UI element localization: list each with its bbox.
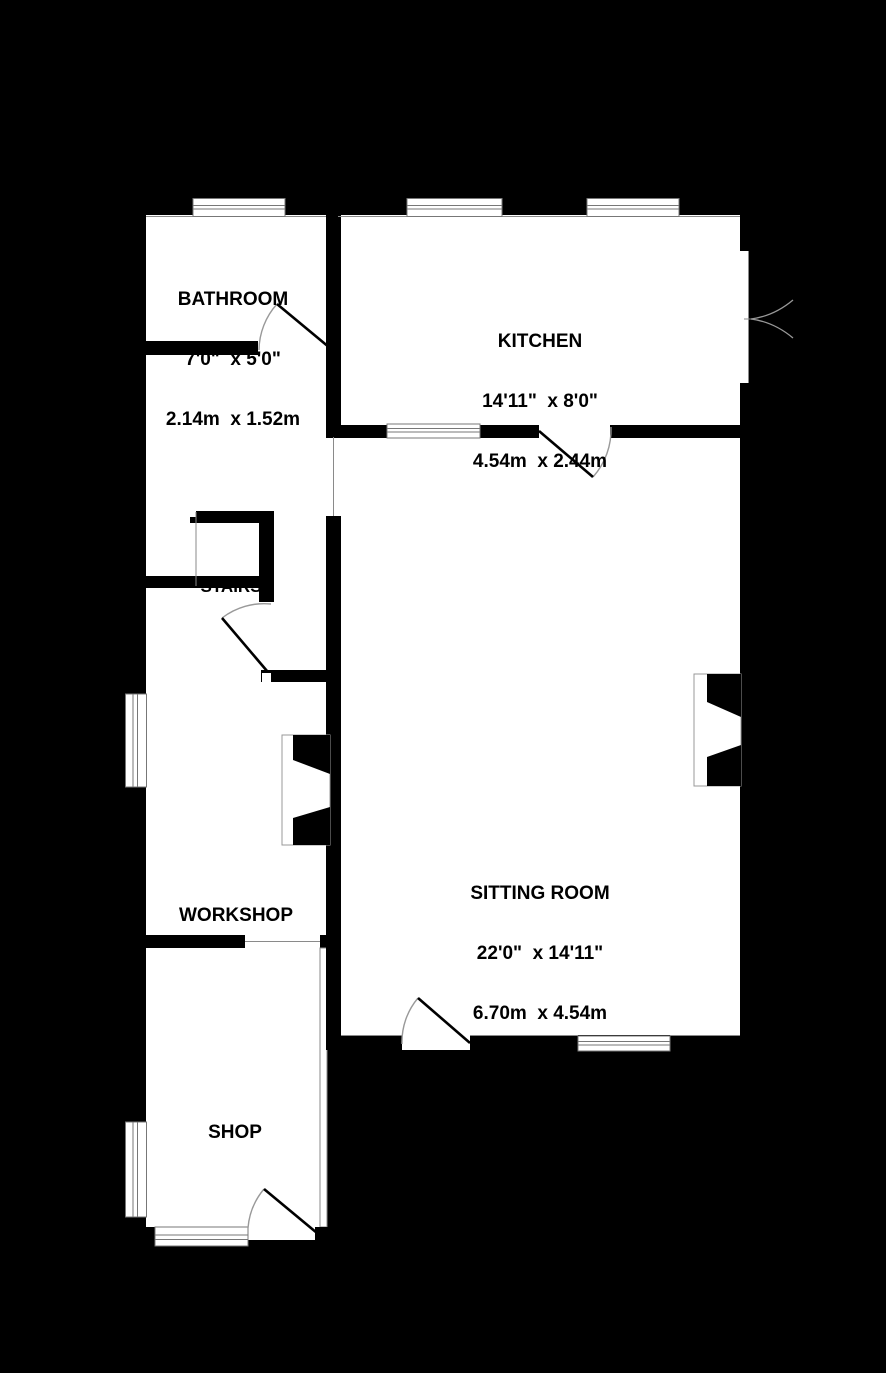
room-dim-imperial: 14'11" x 8'0"	[482, 391, 598, 412]
room-name: BATHROOM	[177, 289, 289, 310]
fireplace-icon-sitting-room	[694, 674, 741, 786]
wall-kitchen-bottom-1	[326, 425, 387, 438]
room-dim-imperial: 7'0" x 5'0"	[185, 349, 281, 370]
window-symbol-kitchen-bottom	[387, 424, 480, 438]
wall-kitchen-bottom-3	[610, 425, 753, 438]
wall-shop-bottom-left	[146, 1227, 155, 1241]
wall-spine-upper	[326, 198, 341, 437]
room-name: STAIRS	[200, 577, 262, 596]
wall-sitting-bottom-1	[326, 1035, 402, 1050]
wall-sitting-bottom-3	[670, 1035, 753, 1050]
room-name: SITTING ROOM	[470, 883, 610, 904]
room-dim-metric: 2.14m x 1.52m	[165, 409, 301, 430]
room-name: KITCHEN	[497, 331, 583, 352]
wall-notch-stub	[262, 673, 271, 682]
room-label-sitting-room	[470, 844, 609, 1064]
room-name: WORKSHOP	[179, 905, 293, 926]
shop-east-thin-wall	[320, 948, 327, 1227]
window-symbol-shop-left	[126, 1122, 147, 1217]
room-label-kitchen	[473, 292, 607, 512]
window-symbol-workshop-left	[126, 694, 147, 787]
window-symbol-shop-bottom	[155, 1227, 248, 1246]
room-label-workshop	[179, 866, 293, 966]
room-dim-metric: 4.54m x 2.44m	[472, 451, 608, 472]
room-label-shop	[208, 1083, 262, 1183]
room-name: SHOP	[208, 1122, 262, 1143]
wall-notch-stairs	[190, 511, 196, 517]
wall-shop-bottom-right	[315, 1227, 330, 1240]
room-label-stairs	[200, 542, 261, 632]
room-dim-imperial: 22'0" x 14'11"	[476, 943, 604, 964]
room-label-bathroom	[166, 250, 300, 470]
fireplace-icon-workshop	[282, 735, 330, 845]
floor-kitchen-door-recess	[740, 251, 749, 383]
window-symbol-bathroom-top	[193, 199, 285, 217]
doorway-sitting-exterior	[402, 1035, 470, 1050]
window-symbol-kitchen-top-1	[407, 199, 502, 217]
french-door-swing-icon-kitchen	[751, 300, 793, 338]
room-dim-metric: 6.70m x 4.54m	[472, 1003, 608, 1024]
doorway-shop-exterior	[248, 1227, 317, 1240]
window-symbol-kitchen-top-2	[587, 199, 679, 217]
wall-hall-workshop-stub	[261, 670, 341, 682]
